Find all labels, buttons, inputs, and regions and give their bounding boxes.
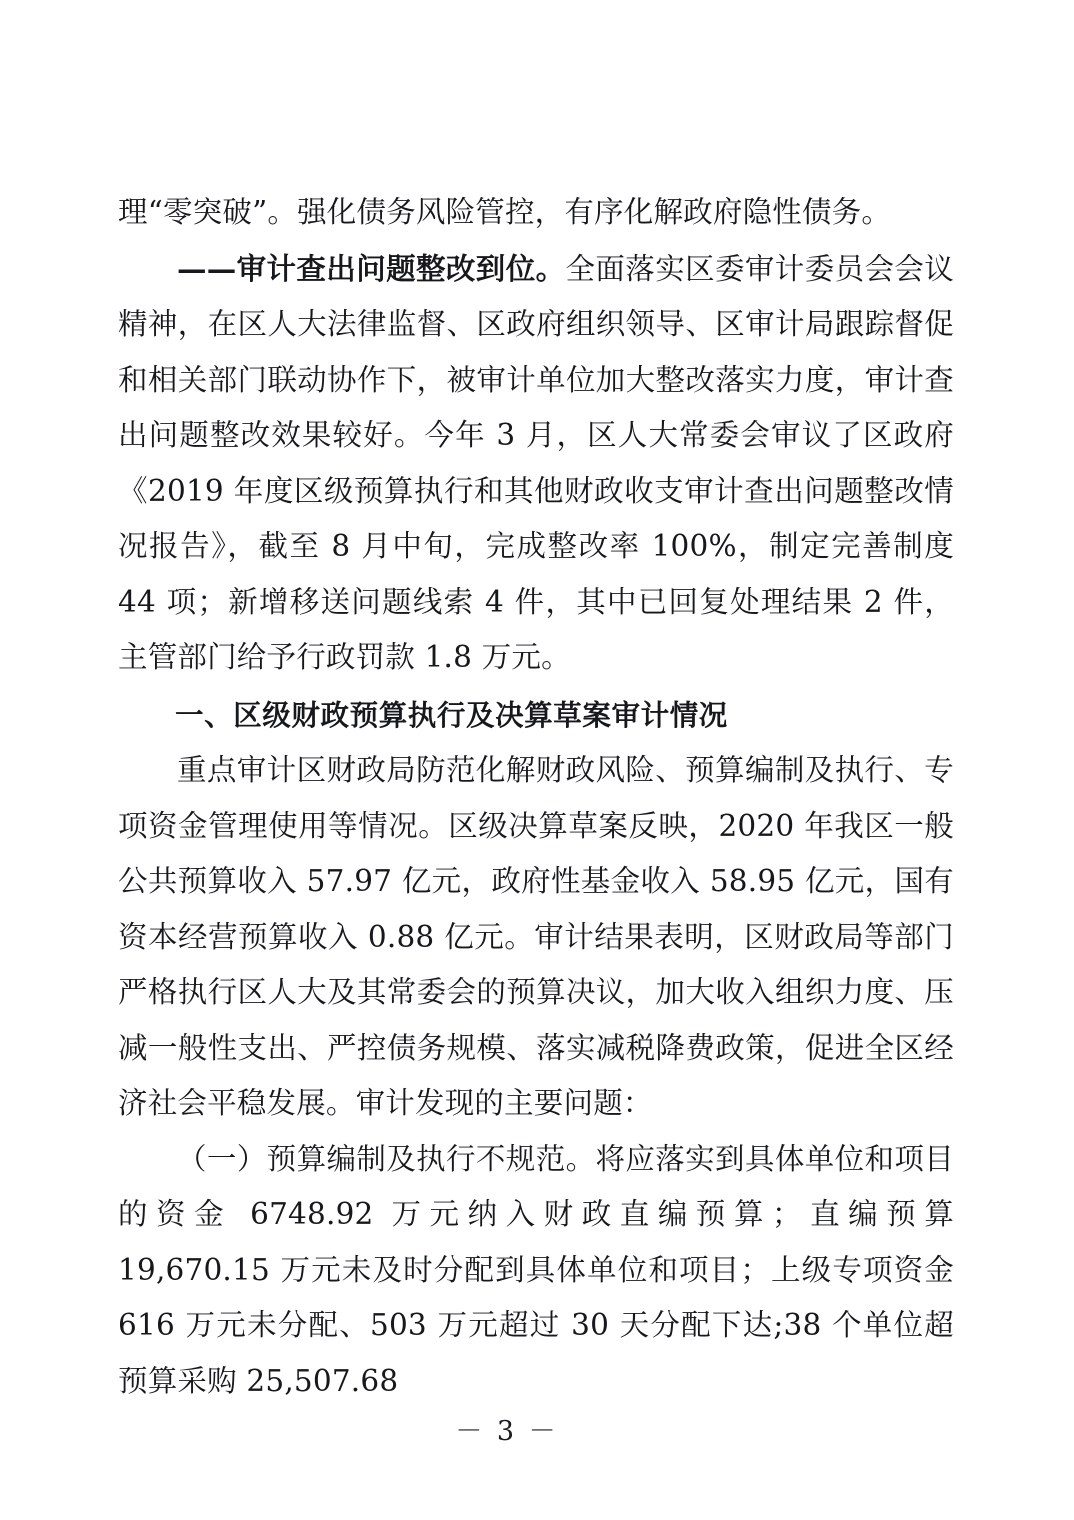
heading-section-one: 一、区级财政预算执行及决算草案审计情况 (175, 698, 728, 732)
paragraph-section-one-body: 重点审计区财政局防范化解财政风险、预算编制及执行、专项资金管理使用等情况。区级决算草案反映，2020 年我区一般公共预算收入 57.97 亿元，政府性基金收入 58.95 亿元，国有资本经营预算收入 0.88 亿元。审计结果表明，区财政局等部门严格执行区人大及其常委会的预算决议，加大收入组织力度、压减一般性支出、严控债务规模、落实减税降费政策，促进全区经济社会平稳发展。审计发现的主要问题： (118, 753, 954, 1120)
paragraph-text-audit-rectification: 全面落实区委审计委员会会议精神，在区人大法律监督、区政府组织领导、区审计局跟踪督促和相关部门联动协作下，被审计单位加大整改落实力度，审计查出问题整改效果较好。今年 3 月，区人大常委会审议了区政府《2019 年度区级预算执行和其他财政收支审计查出问题整改情况报告》，截至 8 月中旬，完成整改率 100%，制定完善制度 44 项；新增移送问题线索 4 件，其中已回复处理结果 2 件，主管部门给予行政罚款 1.8 万元。 (118, 251, 954, 674)
page-footer (0, 1409, 1074, 1448)
paragraph-lead-audit-rectification: ——审计查出问题整改到位。 (177, 250, 566, 286)
paragraph-continued: 理“零突破”。强化债务风险管控，有序化解政府隐性债务。 (118, 195, 892, 229)
page-number: － 3 － (455, 1416, 559, 1447)
paragraph-audit-rectification (118, 241, 954, 686)
paragraph-item-one: （一）预算编制及执行不规范。将应落实到具体单位和项目的资金 6748.92 万元纳入财政直编预算；直编预算 19,670.15 万元未及时分配到具体单位和项目；上级专项资金 616 万元未分配、503 万元超过 30 天分配下达;38 个单位超预算采购 25,507.68 (118, 1141, 954, 1398)
document-body (118, 185, 954, 1409)
